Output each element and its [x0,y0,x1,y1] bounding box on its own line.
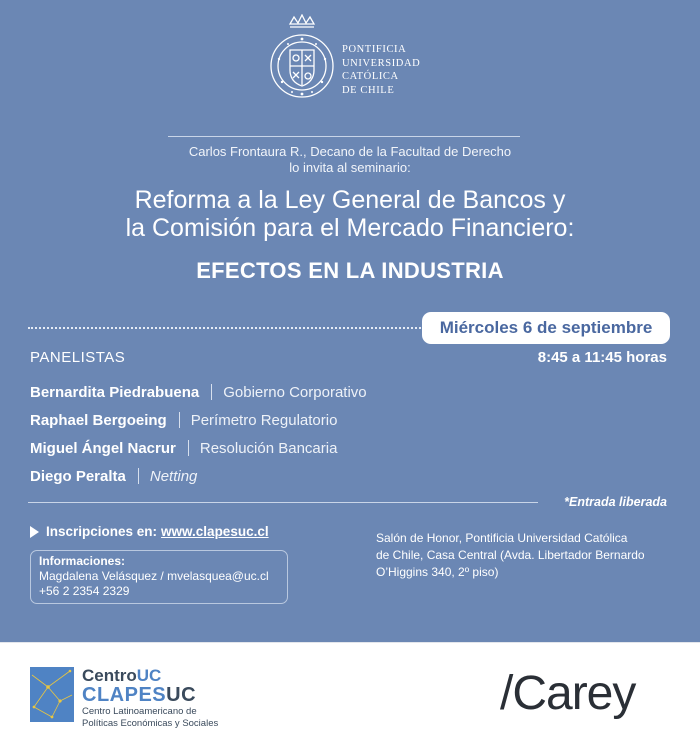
registration-line [30,524,269,539]
clapes-uc-label: UC [166,684,197,706]
intro-line: Carlos Frontaura R., Decano de la Facultad de Derecho [188,144,512,159]
university-seal-icon [268,14,336,102]
panelist-name: Raphael Bergoeing [30,411,167,429]
panelist-topic: Resolución Bancaria [199,439,338,457]
middle-divider [28,502,538,503]
university-name [342,43,420,97]
centro-label: Centro [82,666,137,685]
clapes-desc-line: Centro Latinoamericano de [82,706,197,717]
clapes-label: CLAPES [82,684,167,706]
panelist-name: Miguel Ángel Nacrur [30,439,176,457]
panelist-name: Bernardita Piedrabuena [30,383,200,401]
event-date: Miércoles 6 de septiembre [422,312,670,344]
venue-line: de Chile, Casa Central (Avda. Libertador Bernardo [376,548,645,562]
centro-uc-label: UC [136,666,162,685]
university-name-line: CATÓLICA [342,71,399,82]
dotted-divider [28,327,428,329]
panelist-topic: Netting [149,467,198,485]
clapes-desc-line: Políticas Económicas y Sociales [82,717,219,729]
intro-line: lo invita al seminario: [289,160,411,175]
title-line: Reforma a la Ley General de Bancos y [134,186,566,214]
venue-line: Salón de Honor, Pontificia Universidad Católica [376,531,628,545]
event-time: 8:45 a 11:45 horas [537,349,667,366]
venue-address [376,530,676,581]
panelist-item [30,406,367,434]
registration-link[interactable]: www.clapesuc.cl [161,524,269,539]
separator [179,412,180,428]
clapes-uc-text [82,684,196,707]
seminar-title [0,186,700,242]
separator [138,468,139,484]
info-phone: +56 2 2354 2329 [39,584,130,598]
venue-line: O’Higgins 340, 2º piso) [376,565,499,579]
panelist-list [30,378,367,490]
info-heading: Informaciones: [39,554,126,568]
university-name-line: PONTIFICIA [342,44,407,55]
panelist-item [30,378,367,406]
info-box [30,550,288,604]
separator [188,440,189,456]
top-divider [168,136,520,137]
panelists-heading: PANELISTAS [30,349,126,366]
panelist-name: Diego Peralta [30,467,126,485]
registration-label: Inscripciones en: [46,524,158,539]
invitation-intro [0,144,700,176]
centro-uc-text [82,666,161,686]
panelist-topic: Gobierno Corporativo [223,383,367,401]
university-name-line: DE CHILE [342,84,395,96]
free-entry-note: *Entrada liberada [564,495,667,509]
clapes-logo-icon [30,667,74,722]
clapes-description [82,706,218,729]
university-name-line: UNIVERSIDAD [342,57,421,69]
play-arrow-icon [30,526,39,538]
panelist-item [30,434,367,462]
panelist-item [30,462,367,490]
seminar-subtitle: EFECTOS EN LA INDUSTRIA [196,258,504,283]
info-contact[interactable]: Magdalena Velásquez / mvelasquea@uc.cl [39,569,269,583]
panelist-topic: Perímetro Regulatorio [190,411,338,429]
title-line: la Comisión para el Mercado Financiero: [125,214,575,242]
carey-logo: /Carey [500,667,636,720]
separator [211,384,212,400]
